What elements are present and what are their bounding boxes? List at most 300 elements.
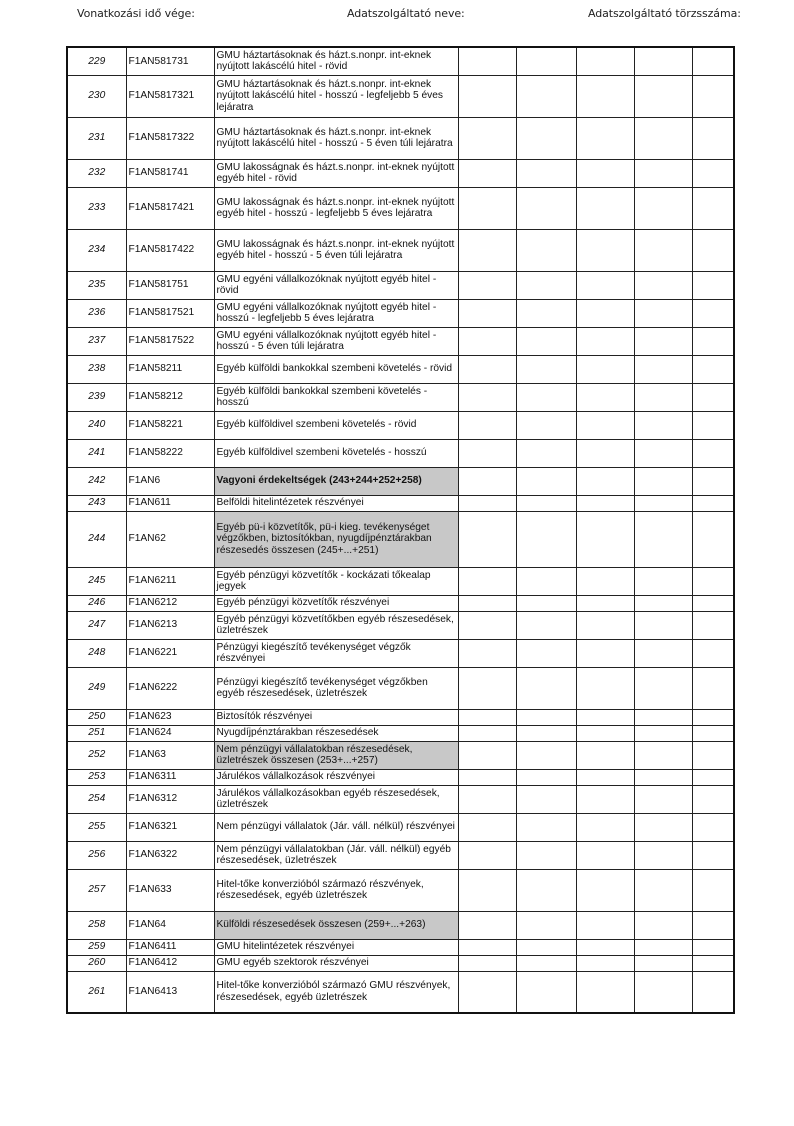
value-cell[interactable] [692, 117, 734, 159]
report-table [66, 46, 735, 1014]
value-cell[interactable] [634, 511, 692, 567]
row-number: 249 [67, 667, 126, 709]
row-description: GMU háztartásoknak és házt.s.nonpr. int-eknek nyújtott lakáscélú hitel - rövid [214, 47, 458, 75]
table-row [67, 741, 734, 769]
value-cell[interactable] [576, 327, 634, 355]
row-number: 231 [67, 117, 126, 159]
row-description: Járulékos vállalkozások részvényei [214, 769, 458, 785]
value-cell[interactable] [458, 299, 516, 327]
value-cell[interactable] [692, 159, 734, 187]
value-cell[interactable] [458, 511, 516, 567]
value-cell[interactable] [576, 785, 634, 813]
value-cell[interactable] [692, 567, 734, 595]
row-code: F1AN6212 [126, 595, 214, 611]
value-cell[interactable] [516, 327, 576, 355]
row-description: Egyéb pénzügyi közvetítőkben egyéb részesedések, üzletrészek [214, 611, 458, 639]
row-number: 235 [67, 271, 126, 299]
value-cell[interactable] [458, 383, 516, 411]
value-cell[interactable] [516, 495, 576, 511]
value-cell[interactable] [692, 229, 734, 271]
value-cell[interactable] [634, 769, 692, 785]
row-number: 234 [67, 229, 126, 271]
value-cell[interactable] [692, 47, 734, 75]
row-description: Nyugdíjpénztárakban részesedések [214, 725, 458, 741]
value-cell[interactable] [576, 639, 634, 667]
row-number: 254 [67, 785, 126, 813]
table-row [67, 769, 734, 785]
row-description: Egyéb külföldi bankokkal szembeni követelés - rövid [214, 355, 458, 383]
value-cell[interactable] [692, 955, 734, 971]
value-cell[interactable] [576, 911, 634, 939]
value-cell[interactable] [516, 439, 576, 467]
row-code: F1AN6221 [126, 639, 214, 667]
value-cell[interactable] [576, 611, 634, 639]
value-cell[interactable] [516, 955, 576, 971]
row-description: GMU egyéb szektorok részvényei [214, 955, 458, 971]
row-number: 236 [67, 299, 126, 327]
table-row [67, 785, 734, 813]
value-cell[interactable] [576, 769, 634, 785]
value-cell[interactable] [576, 117, 634, 159]
value-cell[interactable] [634, 271, 692, 299]
table-row [67, 117, 734, 159]
value-cell[interactable] [634, 47, 692, 75]
value-cell[interactable] [516, 611, 576, 639]
value-cell[interactable] [576, 725, 634, 741]
row-description: GMU lakosságnak és házt.s.nonpr. int-eknek nyújtott egyéb hitel - rövid [214, 159, 458, 187]
row-code: F1AN58221 [126, 411, 214, 439]
value-cell[interactable] [634, 299, 692, 327]
value-cell[interactable] [634, 785, 692, 813]
row-code: F1AN6411 [126, 939, 214, 955]
row-number: 247 [67, 611, 126, 639]
row-number: 241 [67, 439, 126, 467]
value-cell[interactable] [576, 971, 634, 1013]
row-number: 232 [67, 159, 126, 187]
row-description: Külföldi részesedések összesen (259+...+263) [214, 911, 458, 939]
value-cell[interactable] [692, 75, 734, 117]
value-cell[interactable] [458, 187, 516, 229]
value-cell[interactable] [634, 911, 692, 939]
value-cell[interactable] [516, 47, 576, 75]
value-cell[interactable] [516, 869, 576, 911]
value-cell[interactable] [692, 971, 734, 1013]
value-cell[interactable] [458, 411, 516, 439]
value-cell[interactable] [458, 639, 516, 667]
row-code: F1AN5817521 [126, 299, 214, 327]
value-cell[interactable] [576, 511, 634, 567]
value-cell[interactable] [692, 611, 734, 639]
row-description: Egyéb pénzügyi közvetítők részvényei [214, 595, 458, 611]
provider-id-label: Adatszolgáltató törzsszáma: [588, 7, 741, 20]
value-cell[interactable] [458, 769, 516, 785]
value-cell[interactable] [634, 467, 692, 495]
value-cell[interactable] [458, 75, 516, 117]
row-number: 239 [67, 383, 126, 411]
row-number: 229 [67, 47, 126, 75]
value-cell[interactable] [634, 971, 692, 1013]
value-cell[interactable] [516, 725, 576, 741]
value-cell[interactable] [516, 667, 576, 709]
value-cell[interactable] [692, 187, 734, 229]
row-code: F1AN64 [126, 911, 214, 939]
row-code: F1AN6222 [126, 667, 214, 709]
value-cell[interactable] [458, 47, 516, 75]
value-cell[interactable] [458, 355, 516, 383]
value-cell[interactable] [458, 939, 516, 955]
value-cell[interactable] [692, 769, 734, 785]
table-row [67, 709, 734, 725]
value-cell[interactable] [576, 47, 634, 75]
value-cell[interactable] [516, 383, 576, 411]
value-cell[interactable] [516, 741, 576, 769]
row-description: GMU lakosságnak és házt.s.nonpr. int-eknek nyújtott egyéb hitel - hosszú - 5 éven túli lejáratra [214, 229, 458, 271]
value-cell[interactable] [576, 159, 634, 187]
value-cell[interactable] [576, 741, 634, 769]
value-cell[interactable] [692, 639, 734, 667]
value-cell[interactable] [634, 869, 692, 911]
value-cell[interactable] [692, 495, 734, 511]
value-cell[interactable] [516, 567, 576, 595]
table-row [67, 971, 734, 1013]
provider-name-label: Adatszolgáltató neve: [347, 7, 465, 20]
table-row [67, 271, 734, 299]
row-code: F1AN581751 [126, 271, 214, 299]
value-cell[interactable] [458, 785, 516, 813]
value-cell[interactable] [516, 639, 576, 667]
table-row [67, 411, 734, 439]
value-cell[interactable] [458, 611, 516, 639]
row-description: GMU háztartásoknak és házt.s.nonpr. int-eknek nyújtott lakáscélú hitel - hosszú - legfeljebb 5 éves lejáratra [214, 75, 458, 117]
table-row [67, 567, 734, 595]
row-code: F1AN611 [126, 495, 214, 511]
value-cell[interactable] [576, 355, 634, 383]
table-row [67, 229, 734, 271]
value-cell[interactable] [634, 813, 692, 841]
value-cell[interactable] [458, 117, 516, 159]
value-cell[interactable] [576, 595, 634, 611]
row-description: Hitel-tőke konverzióból származó részvények, részesedések, egyéb üzletrészek [214, 869, 458, 911]
value-cell[interactable] [576, 271, 634, 299]
value-cell[interactable] [634, 667, 692, 709]
value-cell[interactable] [692, 467, 734, 495]
table-row [67, 595, 734, 611]
row-number: 256 [67, 841, 126, 869]
row-number: 230 [67, 75, 126, 117]
value-cell[interactable] [576, 411, 634, 439]
table-row [67, 841, 734, 869]
value-cell[interactable] [458, 495, 516, 511]
value-cell[interactable] [458, 667, 516, 709]
value-cell[interactable] [634, 159, 692, 187]
value-cell[interactable] [516, 785, 576, 813]
row-number: 251 [67, 725, 126, 741]
period-end-label: Vonatkozási idő vége: [77, 7, 195, 20]
value-cell[interactable] [458, 741, 516, 769]
row-code: F1AN6413 [126, 971, 214, 1013]
value-cell[interactable] [692, 411, 734, 439]
value-cell[interactable] [576, 813, 634, 841]
row-number: 258 [67, 911, 126, 939]
row-code: F1AN5817421 [126, 187, 214, 229]
value-cell[interactable] [458, 439, 516, 467]
row-code: F1AN63 [126, 741, 214, 769]
value-cell[interactable] [516, 769, 576, 785]
table-row [67, 955, 734, 971]
row-number: 253 [67, 769, 126, 785]
row-description: GMU egyéni vállalkozóknak nyújtott egyéb hitel - hosszú - legfeljebb 5 éves lejáratra [214, 299, 458, 327]
row-number: 242 [67, 467, 126, 495]
value-cell[interactable] [634, 355, 692, 383]
value-cell[interactable] [458, 725, 516, 741]
row-number: 246 [67, 595, 126, 611]
table-row [67, 667, 734, 709]
value-cell[interactable] [634, 117, 692, 159]
value-cell[interactable] [692, 271, 734, 299]
value-cell[interactable] [692, 327, 734, 355]
row-description: Egyéb pü-i közvetítők, pü-i kieg. tevékenységet végzőkben, biztosítókban, nyugdíjpénztárakban részesedés összesen (245+...+251) [214, 511, 458, 567]
row-description: GMU egyéni vállalkozóknak nyújtott egyéb hitel - hosszú - 5 éven túli lejáratra [214, 327, 458, 355]
row-code: F1AN6322 [126, 841, 214, 869]
row-code: F1AN5817322 [126, 117, 214, 159]
row-description: Hitel-tőke konverzióból származó GMU részvények, részesedések, egyéb üzletrészek [214, 971, 458, 1013]
row-number: 240 [67, 411, 126, 439]
value-cell[interactable] [692, 667, 734, 709]
value-cell[interactable] [634, 595, 692, 611]
row-code: F1AN6213 [126, 611, 214, 639]
table-row [67, 939, 734, 955]
value-cell[interactable] [458, 229, 516, 271]
row-description: GMU lakosságnak és házt.s.nonpr. int-eknek nyújtott egyéb hitel - hosszú - legfeljebb 5 éves lejáratra [214, 187, 458, 229]
row-number: 250 [67, 709, 126, 725]
value-cell[interactable] [516, 75, 576, 117]
value-cell[interactable] [634, 75, 692, 117]
value-cell[interactable] [634, 567, 692, 595]
value-cell[interactable] [692, 741, 734, 769]
value-cell[interactable] [576, 229, 634, 271]
value-cell[interactable] [692, 511, 734, 567]
row-description: Egyéb külföldivel szembeni követelés - rövid [214, 411, 458, 439]
row-number: 260 [67, 955, 126, 971]
value-cell[interactable] [634, 741, 692, 769]
row-code: F1AN633 [126, 869, 214, 911]
value-cell[interactable] [458, 595, 516, 611]
value-cell[interactable] [576, 567, 634, 595]
row-number: 257 [67, 869, 126, 911]
row-description: GMU egyéni vállalkozóknak nyújtott egyéb hitel - rövid [214, 271, 458, 299]
value-cell[interactable] [458, 271, 516, 299]
table-row [67, 639, 734, 667]
value-cell[interactable] [516, 229, 576, 271]
row-code: F1AN6312 [126, 785, 214, 813]
row-code: F1AN581741 [126, 159, 214, 187]
row-number: 238 [67, 355, 126, 383]
table-row [67, 511, 734, 567]
value-cell[interactable] [516, 709, 576, 725]
value-cell[interactable] [516, 911, 576, 939]
value-cell[interactable] [516, 813, 576, 841]
value-cell[interactable] [458, 709, 516, 725]
value-cell[interactable] [634, 495, 692, 511]
value-cell[interactable] [458, 869, 516, 911]
table-row [67, 299, 734, 327]
value-cell[interactable] [634, 383, 692, 411]
value-cell[interactable] [458, 327, 516, 355]
value-cell[interactable] [634, 187, 692, 229]
value-cell[interactable] [692, 299, 734, 327]
row-code: F1AN6412 [126, 955, 214, 971]
table-row [67, 355, 734, 383]
row-number: 244 [67, 511, 126, 567]
row-description: Pénzügyi kiegészítő tevékenységet végzőkben egyéb részesedések, üzletrészek [214, 667, 458, 709]
value-cell[interactable] [634, 939, 692, 955]
value-cell[interactable] [576, 667, 634, 709]
value-cell[interactable] [516, 841, 576, 869]
row-number: 259 [67, 939, 126, 955]
value-cell[interactable] [516, 187, 576, 229]
value-cell[interactable] [634, 955, 692, 971]
value-cell[interactable] [576, 467, 634, 495]
row-description: Nem pénzügyi vállalatokban részesedések, üzletrészek összesen (253+...+257) [214, 741, 458, 769]
value-cell[interactable] [576, 383, 634, 411]
value-cell[interactable] [576, 75, 634, 117]
row-description: Egyéb pénzügyi közvetítők - kockázati tőkealap jegyek [214, 567, 458, 595]
value-cell[interactable] [634, 439, 692, 467]
row-description: Belföldi hitelintézetek részvényei [214, 495, 458, 511]
value-cell[interactable] [692, 841, 734, 869]
value-cell[interactable] [516, 299, 576, 327]
row-description: Nem pénzügyi vállalatok (Jár. váll. nélkül) részvényei [214, 813, 458, 841]
value-cell[interactable] [516, 271, 576, 299]
value-cell[interactable] [576, 841, 634, 869]
row-code: F1AN6211 [126, 567, 214, 595]
row-code: F1AN6311 [126, 769, 214, 785]
value-cell[interactable] [516, 159, 576, 187]
value-cell[interactable] [692, 725, 734, 741]
row-code: F1AN624 [126, 725, 214, 741]
row-code: F1AN581731 [126, 47, 214, 75]
value-cell[interactable] [458, 467, 516, 495]
value-cell[interactable] [458, 813, 516, 841]
value-cell[interactable] [516, 939, 576, 955]
row-description: Nem pénzügyi vállalatokban (Jár. váll. nélkül) egyéb részesedések, üzletrészek [214, 841, 458, 869]
table-row [67, 467, 734, 495]
table-row [67, 869, 734, 911]
value-cell[interactable] [516, 411, 576, 439]
row-code: F1AN5817422 [126, 229, 214, 271]
row-code: F1AN6321 [126, 813, 214, 841]
row-code: F1AN58211 [126, 355, 214, 383]
value-cell[interactable] [458, 955, 516, 971]
table-row [67, 383, 734, 411]
table-row [67, 327, 734, 355]
row-code: F1AN58222 [126, 439, 214, 467]
value-cell[interactable] [692, 911, 734, 939]
row-code: F1AN62 [126, 511, 214, 567]
value-cell[interactable] [576, 939, 634, 955]
table-row [67, 725, 734, 741]
value-cell[interactable] [458, 159, 516, 187]
value-cell[interactable] [516, 467, 576, 495]
row-number: 252 [67, 741, 126, 769]
value-cell[interactable] [576, 439, 634, 467]
value-cell[interactable] [516, 117, 576, 159]
value-cell[interactable] [516, 971, 576, 1013]
row-description: Vagyoni érdekeltségek (243+244+252+258) [214, 467, 458, 495]
table-row [67, 47, 734, 75]
row-code: F1AN5817522 [126, 327, 214, 355]
value-cell[interactable] [634, 725, 692, 741]
row-number: 243 [67, 495, 126, 511]
value-cell[interactable] [634, 841, 692, 869]
value-cell[interactable] [692, 355, 734, 383]
table-row [67, 813, 734, 841]
row-description: GMU hitelintézetek részvényei [214, 939, 458, 955]
value-cell[interactable] [576, 869, 634, 911]
row-number: 248 [67, 639, 126, 667]
value-cell[interactable] [576, 955, 634, 971]
value-cell[interactable] [634, 229, 692, 271]
table-row [67, 495, 734, 511]
row-description: Biztosítók részvényei [214, 709, 458, 725]
value-cell[interactable] [692, 709, 734, 725]
value-cell[interactable] [634, 327, 692, 355]
value-cell[interactable] [576, 299, 634, 327]
row-description: Egyéb külföldivel szembeni követelés - hosszú [214, 439, 458, 467]
value-cell[interactable] [692, 785, 734, 813]
row-description: Egyéb külföldi bankokkal szembeni követelés - hosszú [214, 383, 458, 411]
row-number: 245 [67, 567, 126, 595]
value-cell[interactable] [692, 595, 734, 611]
value-cell[interactable] [576, 187, 634, 229]
value-cell[interactable] [634, 611, 692, 639]
value-cell[interactable] [458, 841, 516, 869]
row-number: 233 [67, 187, 126, 229]
row-description: GMU háztartásoknak és házt.s.nonpr. int-eknek nyújtott lakáscélú hitel - hosszú - 5 éven túli lejáratra [214, 117, 458, 159]
row-code: F1AN623 [126, 709, 214, 725]
value-cell[interactable] [516, 511, 576, 567]
value-cell[interactable] [516, 595, 576, 611]
row-code: F1AN58212 [126, 383, 214, 411]
value-cell[interactable] [516, 355, 576, 383]
row-description: Járulékos vállalkozásokban egyéb részesedések, üzletrészek [214, 785, 458, 813]
value-cell[interactable] [458, 971, 516, 1013]
table-row [67, 911, 734, 939]
row-number: 255 [67, 813, 126, 841]
table-row [67, 187, 734, 229]
table-row [67, 159, 734, 187]
value-cell[interactable] [576, 709, 634, 725]
value-cell[interactable] [692, 439, 734, 467]
row-code: F1AN5817321 [126, 75, 214, 117]
value-cell[interactable] [576, 495, 634, 511]
value-cell[interactable] [458, 911, 516, 939]
row-number: 261 [67, 971, 126, 1013]
value-cell[interactable] [692, 813, 734, 841]
table-row [67, 75, 734, 117]
value-cell[interactable] [634, 709, 692, 725]
row-description: Pénzügyi kiegészítő tevékenységet végzők részvényei [214, 639, 458, 667]
value-cell[interactable] [692, 383, 734, 411]
table-row [67, 611, 734, 639]
value-cell[interactable] [634, 411, 692, 439]
value-cell[interactable] [692, 869, 734, 911]
value-cell[interactable] [692, 939, 734, 955]
row-number: 237 [67, 327, 126, 355]
value-cell[interactable] [634, 639, 692, 667]
table-row [67, 439, 734, 467]
value-cell[interactable] [458, 567, 516, 595]
